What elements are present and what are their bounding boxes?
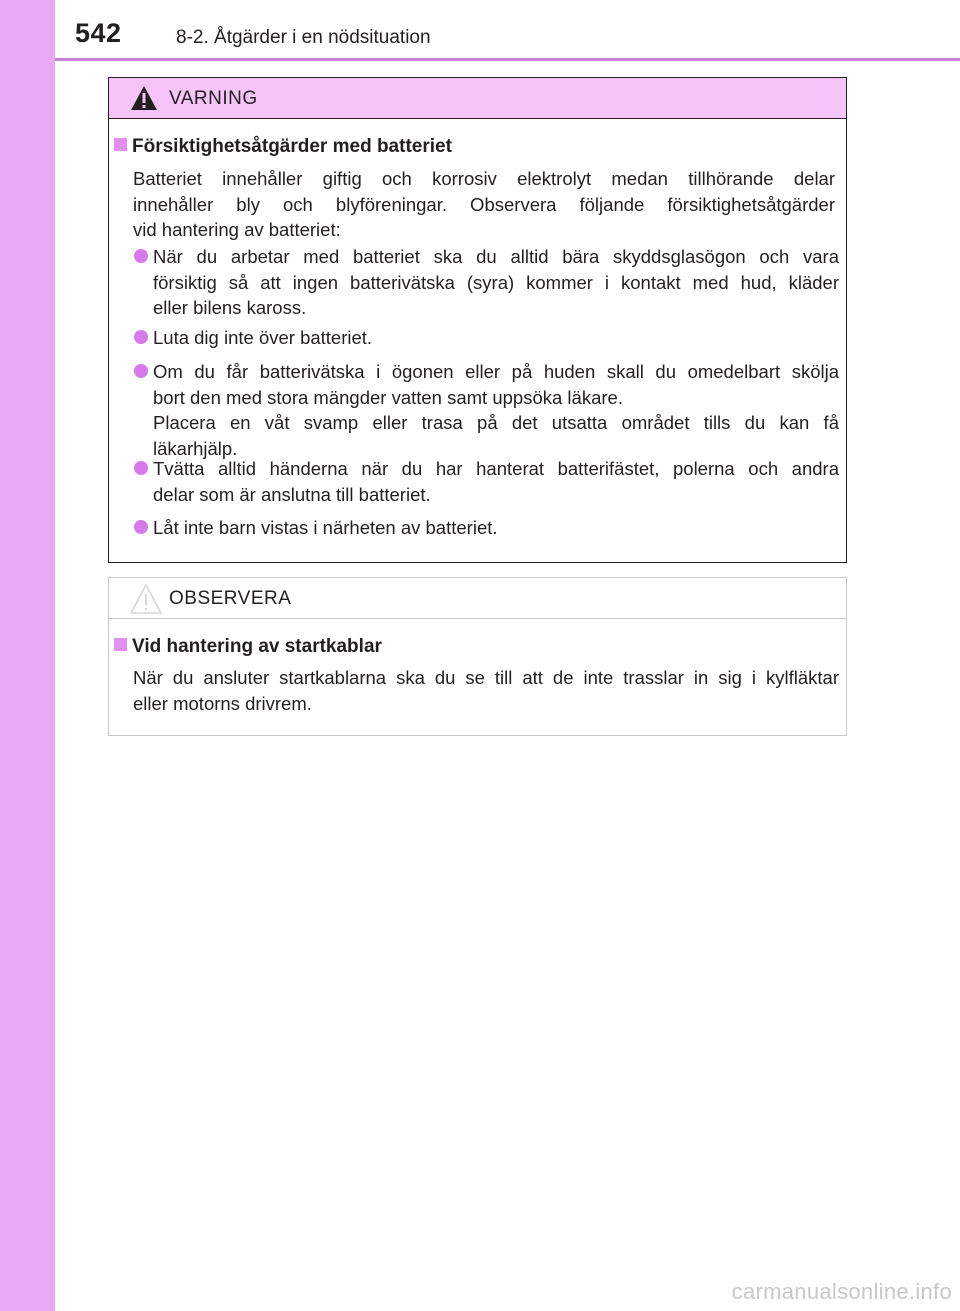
warning-header bbox=[109, 78, 846, 119]
circle-bullet-icon bbox=[134, 461, 148, 475]
notice-line: eller motorns drivrem. bbox=[133, 692, 312, 714]
notice-heading-text: Vid hantering av startkablar bbox=[132, 636, 382, 657]
bullet-line: delar som är anslutna till batteriet. bbox=[153, 483, 431, 505]
warning-bullet bbox=[133, 325, 839, 351]
circle-bullet-icon bbox=[134, 249, 148, 263]
header-divider bbox=[55, 58, 960, 61]
warning-bullet bbox=[133, 359, 839, 461]
notice-heading bbox=[114, 636, 382, 658]
warning-bullet bbox=[133, 515, 839, 541]
warning-triangle-icon bbox=[129, 84, 159, 112]
bullet-line: Låt inte barn vistas i närheten av batteriet. bbox=[153, 517, 498, 538]
warning-bullet bbox=[133, 244, 839, 321]
warning-heading-text: Försiktighetsåtgärder med batteriet bbox=[132, 136, 452, 157]
watermark: carmanualsonline.info bbox=[731, 1279, 952, 1304]
intro-line: vid hantering av batteriet: bbox=[133, 219, 341, 240]
warning-bullet bbox=[133, 456, 839, 507]
section-title: 8-2. Åtgärder i en nödsituation bbox=[176, 27, 431, 48]
circle-bullet-icon bbox=[134, 520, 148, 534]
notice-box bbox=[108, 577, 847, 736]
circle-bullet-icon bbox=[134, 330, 148, 344]
bullet-line: Tvätta alltid händerna när du har hanterat batterifästet, polerna och andra bbox=[153, 458, 839, 479]
bullet-line: Luta dig inte över batteriet. bbox=[153, 327, 373, 348]
notice-text bbox=[133, 665, 839, 716]
caution-triangle-icon bbox=[129, 583, 163, 615]
bullet-line: Om du får batterivätska i ögonen eller på huden skall du omedelbart skölja bbox=[153, 361, 839, 382]
warning-intro bbox=[133, 166, 835, 243]
warning-title: VARNING bbox=[169, 88, 258, 109]
warning-heading bbox=[114, 136, 452, 158]
bullet-line: bort den med stora mängder vatten samt uppsöka läkare. bbox=[153, 386, 623, 408]
bullet-line: läkarhjälp. bbox=[153, 437, 238, 459]
bullet-line: Placera en våt svamp eller trasa på det utsatta området tills du kan få bbox=[153, 412, 839, 433]
bullet-line: När du arbetar med batteriet ska du alltid bära skyddsglasögon och vara bbox=[153, 246, 839, 267]
intro-line: Batteriet innehåller giftig och korrosiv elektrolyt medan tillhörande delar bbox=[133, 168, 835, 189]
intro-line: innehåller bly och blyföreningar. Observera följande försiktighetsåtgärder bbox=[133, 193, 835, 215]
side-color-band bbox=[0, 0, 55, 1311]
notice-header bbox=[109, 578, 846, 619]
bullet-line: försiktig så att ingen batterivätska (syra) kommer i kontakt med hud, kläder bbox=[153, 271, 839, 293]
bullet-line: eller bilens kaross. bbox=[153, 297, 307, 318]
square-bullet-icon bbox=[114, 638, 127, 651]
page-number: 542 bbox=[75, 18, 122, 48]
notice-title: OBSERVERA bbox=[169, 588, 292, 609]
square-bullet-icon bbox=[114, 138, 127, 151]
warning-box bbox=[108, 77, 847, 563]
circle-bullet-icon bbox=[134, 364, 148, 378]
notice-line: När du ansluter startkablarna ska du se till att de inte trasslar in sig i kylfläktar bbox=[133, 667, 839, 688]
